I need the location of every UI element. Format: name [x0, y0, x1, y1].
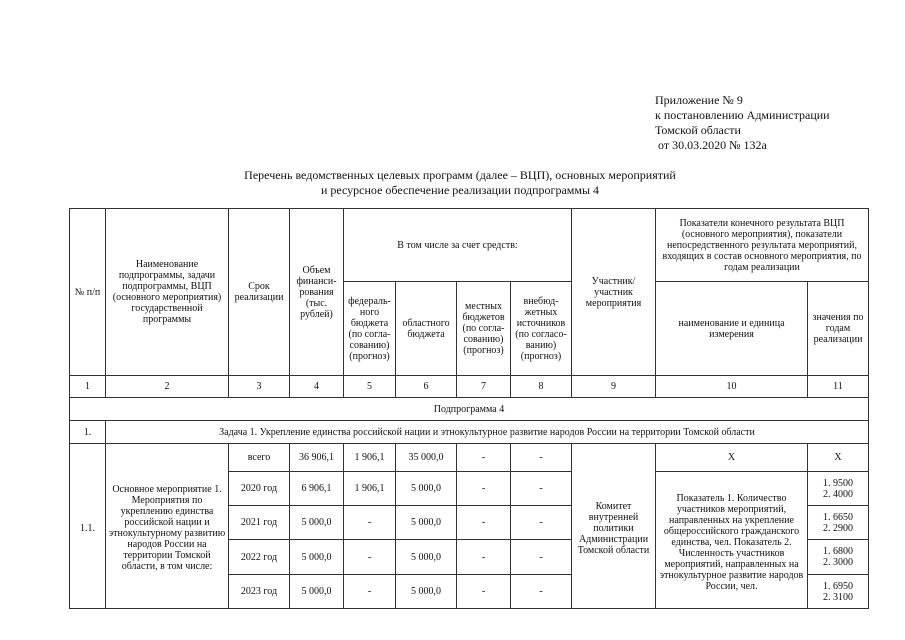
row-regional: 35 000,0 [396, 444, 457, 472]
task-num: 1. [70, 421, 106, 444]
row-regional: 5 000,0 [396, 540, 457, 575]
col-number: 2 [106, 376, 229, 398]
row-volume: 5 000,0 [290, 540, 344, 575]
row-local: - [457, 575, 511, 609]
row-volume: 5 000,0 [290, 506, 344, 540]
appendix-line: к постановлению Администрации [655, 108, 830, 122]
row-regional: 5 000,0 [396, 506, 457, 540]
row-local: - [457, 540, 511, 575]
header-extra: внебюд-жетных источников (по согласо-ванию) (прогноз) [511, 282, 572, 376]
row-federal: 1 906,1 [344, 472, 396, 506]
column-numbers-row [70, 376, 869, 398]
header-including: В том числе за счет средств: [344, 209, 572, 282]
row-extra: - [511, 444, 572, 472]
header-name: Наименование подпрограммы, задачи подпрограммы, ВЦП (основного мероприятия) государственной программы [106, 209, 229, 376]
indicators-text: Показатель 1. Количество участников мероприятий, направленных на укрепление общероссийского гражданского единства, чел. Показатель 2. Численность участников мероприятий, направленных на этнокультурное развитие народов России, чел. [656, 472, 808, 609]
appendix-block [655, 93, 830, 153]
header-indicator-values: значения по годам реализации [808, 282, 869, 376]
header-num: № п/п [70, 209, 106, 376]
row-regional: 5 000,0 [396, 575, 457, 609]
title-line-1: Перечень ведомственных целевых программ (далее – ВЦП), основных мероприятий [244, 168, 676, 182]
col-number: 4 [290, 376, 344, 398]
indicator-x: Х [656, 444, 808, 472]
header-indicators: Показатели конечного результата ВЦП (основного мероприятия), показатели непосредственного результата мероприятий, входящих в состав основного мероприятия, по годам реализации [656, 209, 869, 282]
row-local: - [457, 444, 511, 472]
indicator-value: 1. 6950 [823, 580, 853, 592]
row-federal: 1 906,1 [344, 444, 396, 472]
header-term: Срок реализации [229, 209, 290, 376]
indicator-value: 2. 3100 [823, 591, 853, 603]
indicator-value: 1. 6800 [823, 546, 853, 557]
header-participant: Участник/ участник мероприятия [572, 209, 656, 376]
row-term: всего [229, 444, 290, 472]
row-federal: - [344, 540, 396, 575]
task-text: Задача 1. Укрепление единства российской нации и этнокультурное развитие народов России на территории Томской области [106, 421, 869, 444]
indicator-value: 2. 2900 [823, 522, 853, 534]
row-local: - [457, 506, 511, 540]
subprogram-label: Подпрограмма 4 [70, 398, 869, 421]
row-term: 2022 год [229, 540, 290, 575]
indicator-value: 1. 9500 [823, 477, 853, 489]
row-extra: - [511, 540, 572, 575]
row-volume: 5 000,0 [290, 575, 344, 609]
indicator-value-x: Х [808, 444, 869, 472]
col-number: 11 [808, 376, 869, 398]
row-federal: - [344, 506, 396, 540]
measure-row-total [70, 444, 869, 472]
header-local: местных бюджетов (по согла-сованию) (прогноз) [457, 282, 511, 376]
indicator-value: 2. 4000 [823, 488, 853, 500]
row-federal: - [344, 575, 396, 609]
col-number: 5 [344, 376, 396, 398]
measure-participant: Комитет внутренней политики Администрации Томской области [572, 444, 656, 609]
header-indicator-name: наименование и единица измерения [656, 282, 808, 376]
header-regional: областного бюджета [396, 282, 457, 376]
measure-num: 1.1. [70, 444, 106, 609]
indicator-value: 2. 3000 [823, 557, 853, 568]
col-number: 7 [457, 376, 511, 398]
indicator-values-2021 [808, 506, 869, 540]
appendix-line: Приложение № 9 [655, 93, 743, 107]
row-local: - [457, 472, 511, 506]
row-extra: - [511, 575, 572, 609]
col-number: 8 [511, 376, 572, 398]
measure-name: Основное мероприятие 1. Мероприятия по укреплению единства российской нации и этнокультурному развитию народов России на территории Томской области, в том числе: [106, 444, 229, 609]
header-federal: федераль-ного бюджета (по согла-сованию) (прогноз) [344, 282, 396, 376]
subprogram-row [70, 398, 869, 421]
row-term: 2021 год [229, 506, 290, 540]
indicator-values-2022 [808, 540, 869, 575]
indicator-values-2023 [808, 575, 869, 609]
row-volume: 6 906,1 [290, 472, 344, 506]
indicator-value: 1. 6650 [823, 511, 853, 523]
col-number: 9 [572, 376, 656, 398]
col-number: 3 [229, 376, 290, 398]
appendix-line: от 30.03.2020 № 132а [655, 138, 767, 152]
col-number: 6 [396, 376, 457, 398]
program-table [69, 208, 869, 609]
header-volume: Объем финанси-рования (тыс. рублей) [290, 209, 344, 376]
row-term: 2020 год [229, 472, 290, 506]
appendix-line: Томской области [655, 123, 741, 137]
col-number: 10 [656, 376, 808, 398]
row-extra: - [511, 506, 572, 540]
row-volume: 36 906,1 [290, 444, 344, 472]
task-row [70, 421, 869, 444]
indicator-values-2020 [808, 472, 869, 506]
header-row-1 [70, 209, 869, 282]
document-title [160, 168, 760, 198]
row-regional: 5 000,0 [396, 472, 457, 506]
row-term: 2023 год [229, 575, 290, 609]
col-number: 1 [70, 376, 106, 398]
title-line-2: и ресурсное обеспечение реализации подпрограммы 4 [320, 183, 600, 197]
row-extra: - [511, 472, 572, 506]
